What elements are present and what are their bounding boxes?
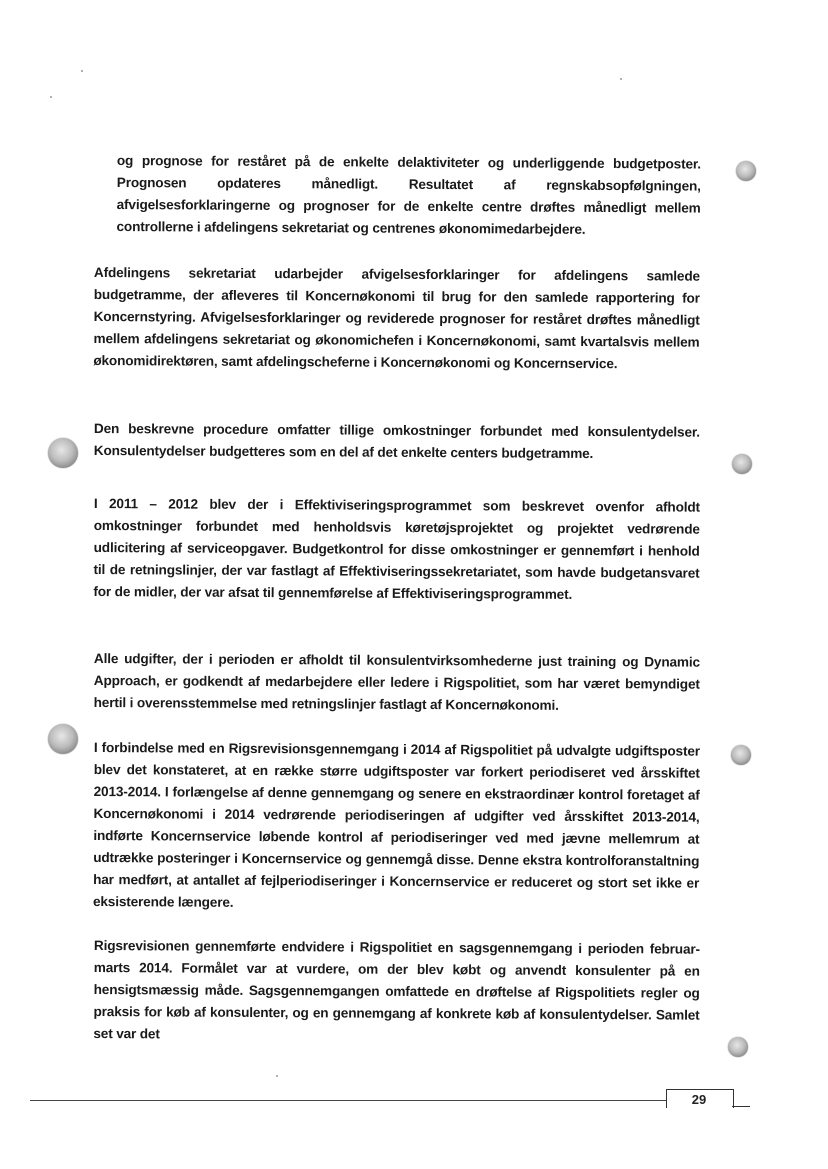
paragraph-4: I 2011 – 2012 blev der i Effektiviseringsprogrammet som beskrevet ovenfor afholdt omkostninger forbundet med henholdsvis køretøjsprojektet og projektet vedrørende udlicitering af serviceopgaver. Budgetkontrol for disse omkostninger er gennemført i henhold til de retningslinjer, der var fastlagt af Effektiviseringssekretariatet, som havde budgetansvaret for de midler, der var afsat til gennemførelse af Effektiviseringsprogrammet.: [93, 495, 700, 602]
scan-speck: [620, 78, 622, 80]
page-number: 29: [691, 1092, 707, 1107]
punch-hole-icon: [736, 161, 756, 181]
paragraph-7: Rigsrevisionen gennemførte endvidere i Rigspolitiet en sagsgennemgang i perioden februar-marts 2014. Formålet var at vurdere, om der blev købt og anvendt konsulenter på en hensigtsmæssig måde. Sagsgennemgangen omfattede en drøftelse af Rigspolitiets regler og praksis for køb af konsulenter, og en gennemgang af konkrete køb af konsulentydelser. Samlet set var det: [93, 937, 700, 1042]
punch-hole-icon: [732, 454, 752, 474]
scan-speck: [81, 70, 83, 72]
punch-hole-icon: [48, 724, 78, 754]
paragraph-3: Den beskrevne procedure omfatter tillige omkostninger forbundet med konsulentydelser. Konsulentydelser budgetteres som en del af det enkelte centers budgetramme.: [93, 420, 700, 462]
scan-speck: [276, 1075, 278, 1077]
punch-hole-icon: [728, 1037, 748, 1057]
paragraph-5: Alle udgifter, der i perioden er afholdt til konsulentvirksomhederne just training og Dynamic Approach, er godkendt af medarbejdere eller ledere i Rigspolitiet, som har været bemyndiget hertil i overensstemmelse med retningslinjer fastlagt af Koncernøkonomi.: [93, 650, 700, 713]
paragraph-6: I forbindelse med en Rigsrevisionsgennemgang i 2014 af Rigspolitiet på udvalgte udgiftsposter blev det konstateret, at en række større udgiftsposter var forkert periodiseret ved årsskiftet 2013-2014. I forlængelse af denne gennemgang og senere en ekstraordinær kontrol foretaget af Koncernøkonomi i 2014 vedrørende periodiseringen af udgifter ved årsskiftet 2013-2014, indførte Koncernservice løbende kontrol af periodiseringer ved med jævne mellemrum at udtrække posteringer i Koncernservice og gennemgå disse. Denne ekstra kontrolforanstaltning har medført, at antallet af fejlperiodiseringer i Koncernservice er reduceret og stort set ikke er eksisterende længere.: [92, 739, 700, 910]
footer-rule-end: [732, 1106, 750, 1107]
paragraph-2: Afdelingens sekretariat udarbejder afvigelsesforklaringer for afdelingens samlede budgetramme, der afleveres til Koncernøkonomi til brug for den samlede rapportering for Koncernstyring. Afvigelsesforklaringer og reviderede prognoser for reståret drøftes månedligt mellem afdelingens sekretariat og økonomichefen i Koncernøkonomi, samt kvartalsvis mellem økonomidirektøren, samt afdelingscheferne i Koncernøkonomi og Koncernservice.: [93, 264, 700, 372]
punch-hole-icon: [48, 438, 78, 468]
scan-speck: [50, 96, 52, 98]
punch-hole-icon: [731, 745, 751, 765]
footer-rule: [30, 1100, 666, 1101]
paragraph-1: og prognose for reståret på de enkelte delaktiviteter og underliggende budgetposter. Prognosen opdateres månedligt. Resultatet af regnskabsopfølgningen, afvigelsesforklaringerne og prognoser for de enkelte centre drøftes månedligt mellem controllerne i afdelingens sekretariat og centrenes økonomimedarbejdere.: [116, 152, 701, 237]
